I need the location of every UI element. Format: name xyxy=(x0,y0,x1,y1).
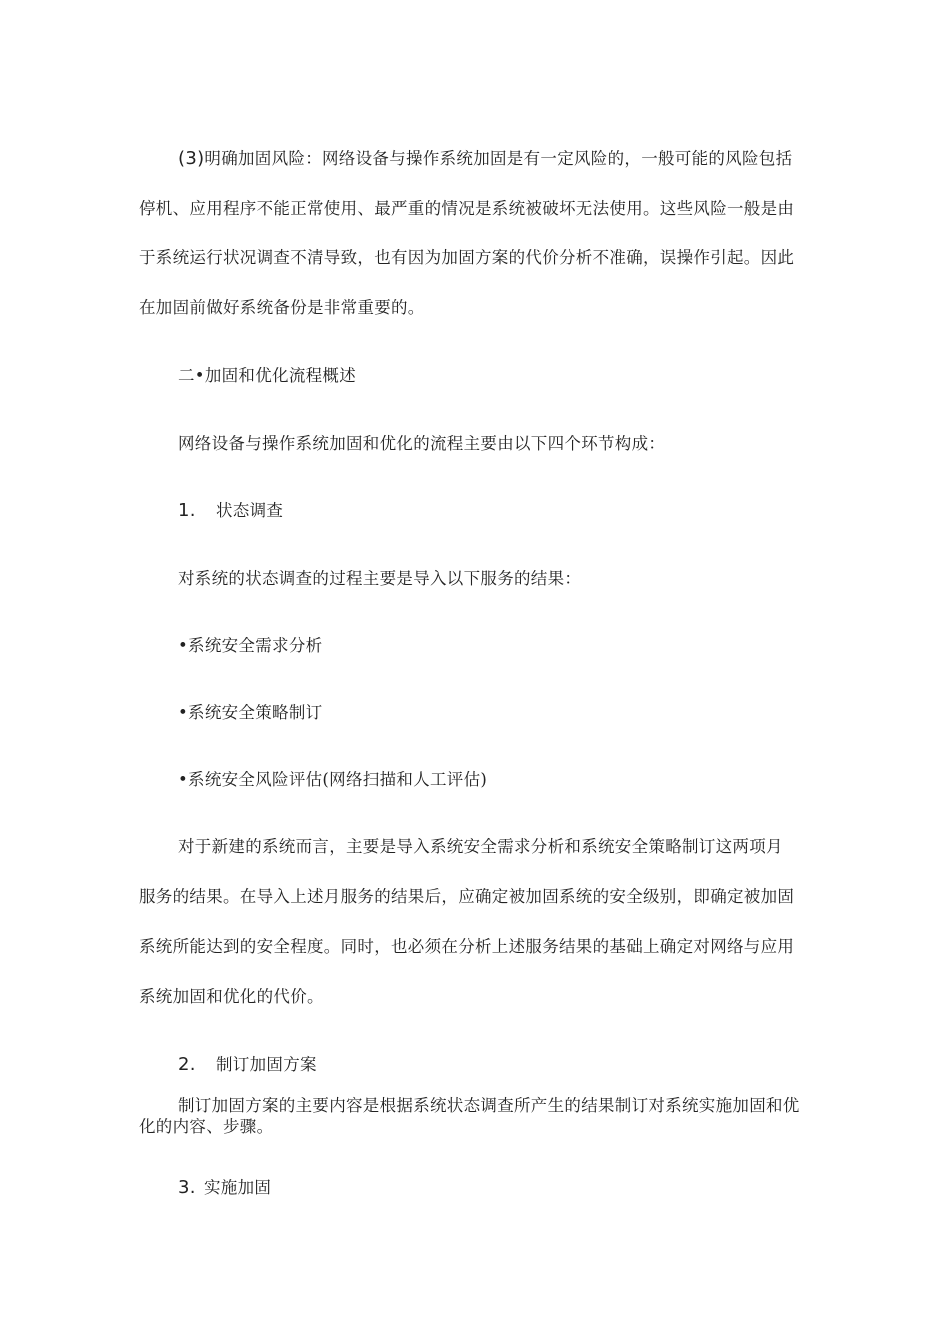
step1-bullet-3: •系统安全风险评估(网络扫描和人工评估) xyxy=(178,770,488,789)
risk-paragraph-line-1 xyxy=(178,149,792,169)
risk-paragraph-line-3: 于系统运行状况调查不清导致，也有因为加固方案的代价分析不准确，误操作引起。因此 xyxy=(139,248,795,267)
step1-intro: 对系统的状态调查的过程主要是导入以下服务的结果： xyxy=(178,569,582,588)
step2-paragraph-line-2: 化的内容、步骤。 xyxy=(139,1117,274,1136)
risk-paragraph-line-4: 在加固前做好系统备份是非常重要的。 xyxy=(139,298,425,317)
step2-paragraph-line-1: 制订加固方案的主要内容是根据系统状态调查所产生的结果制订对系统实施加固和优 xyxy=(178,1096,800,1115)
step3-number: 3. xyxy=(178,1177,196,1198)
step2-heading xyxy=(178,1055,317,1075)
step1-number: 1. xyxy=(178,500,196,521)
section-two-heading: 二•加固和优化流程概述 xyxy=(178,366,357,385)
step1-title: 状态调查 xyxy=(216,501,284,520)
section-two-intro: 网络设备与操作系统加固和优化的流程主要由以下四个环节构成： xyxy=(178,434,666,453)
step3-heading xyxy=(178,1178,271,1198)
step3-title: 实施加固 xyxy=(204,1178,272,1197)
step1-paragraph-line-1: 对于新建的系统而言，主要是导入系统安全需求分析和系统安全策略制订这两项月 xyxy=(178,837,783,856)
risk-paragraph-number: (3) xyxy=(178,148,205,169)
step1-heading xyxy=(178,501,283,521)
step2-number: 2. xyxy=(178,1054,196,1075)
risk-paragraph-text-1: 明确加固风险：网络设备与操作系统加固是有一定风险的，一般可能的风险包括 xyxy=(204,149,793,168)
step1-bullet-1: •系统安全需求分析 xyxy=(178,636,323,655)
risk-paragraph-line-2: 停机、应用程序不能正常使用、最严重的情况是系统被破坏无法使用。这些风险一般是由 xyxy=(139,199,795,218)
step1-paragraph-line-2: 服务的结果。在导入上述月服务的结果后，应确定被加固系统的安全级别，即确定被加固 xyxy=(139,887,795,906)
step1-bullet-2: •系统安全策略制订 xyxy=(178,703,323,722)
step2-title: 制订加固方案 xyxy=(216,1055,317,1074)
step1-paragraph-line-4: 系统加固和优化的代价。 xyxy=(139,987,324,1006)
step1-paragraph-line-3: 系统所能达到的安全程度。同时，也必须在分析上述服务结果的基础上确定对网络与应用 xyxy=(139,937,795,956)
